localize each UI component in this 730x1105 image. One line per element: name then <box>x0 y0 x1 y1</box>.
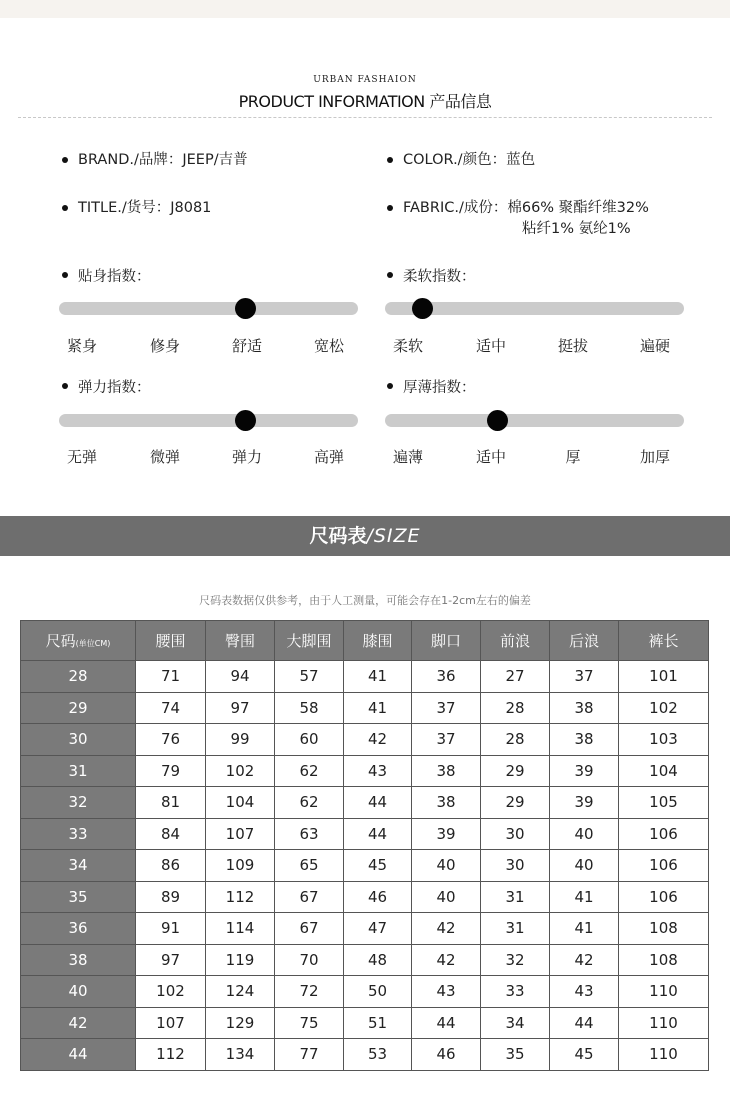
tick-label: 柔软 <box>392 337 423 355</box>
table-cell: 108 <box>619 913 709 945</box>
table-row <box>21 692 709 724</box>
table-cell: 104 <box>206 787 275 819</box>
tick-label: 弹力 <box>231 448 262 466</box>
table-cell: 75 <box>275 1007 344 1039</box>
size-cell: 44 <box>21 1039 136 1071</box>
size-cell: 31 <box>21 755 136 787</box>
table-cell: 38 <box>412 787 481 819</box>
table-header-size <box>21 621 136 661</box>
size-cell: 34 <box>21 850 136 882</box>
table-row <box>21 787 709 819</box>
table-cell: 94 <box>206 661 275 693</box>
table-row <box>21 976 709 1008</box>
table-cell: 30 <box>481 818 550 850</box>
table-cell: 74 <box>136 692 206 724</box>
table-cell: 109 <box>206 850 275 882</box>
table-cell: 35 <box>481 1039 550 1071</box>
table-cell: 42 <box>412 913 481 945</box>
size-cell: 30 <box>21 724 136 756</box>
table-cell: 42 <box>550 944 619 976</box>
table-cell: 41 <box>344 661 412 693</box>
table-cell: 37 <box>550 661 619 693</box>
table-header-cell: 后浪 <box>550 621 619 661</box>
table-row <box>21 1039 709 1071</box>
table-cell: 84 <box>136 818 206 850</box>
size-table-body <box>21 661 709 1071</box>
table-cell: 41 <box>344 692 412 724</box>
section-title: PRODUCT INFORMATION 产品信息 <box>238 92 492 111</box>
table-cell: 112 <box>206 881 275 913</box>
table-cell: 33 <box>481 976 550 1008</box>
tick-label: 微弹 <box>149 448 180 466</box>
bullet-icon <box>62 205 68 211</box>
table-cell: 124 <box>206 976 275 1008</box>
table-header-cell: 腰围 <box>136 621 206 661</box>
table-row <box>21 913 709 945</box>
table-cell: 30 <box>481 850 550 882</box>
table-cell: 48 <box>344 944 412 976</box>
table-cell: 60 <box>275 724 344 756</box>
table-cell: 112 <box>136 1039 206 1071</box>
table-cell: 65 <box>275 850 344 882</box>
table-cell: 107 <box>136 1007 206 1039</box>
bullet-icon <box>62 272 68 278</box>
table-cell: 62 <box>275 755 344 787</box>
table-cell: 67 <box>275 913 344 945</box>
table-cell: 106 <box>619 818 709 850</box>
thickness-index-title <box>403 376 476 397</box>
table-cell: 44 <box>412 1007 481 1039</box>
size-cell: 36 <box>21 913 136 945</box>
table-cell: 44 <box>344 818 412 850</box>
elasticity-index-track <box>59 414 358 427</box>
table-cell: 107 <box>206 818 275 850</box>
table-row <box>21 944 709 976</box>
table-cell: 97 <box>206 692 275 724</box>
table-cell: 103 <box>619 724 709 756</box>
table-cell: 38 <box>550 724 619 756</box>
table-cell: 97 <box>136 944 206 976</box>
info-color-text: COLOR./颜色：蓝色 <box>403 152 536 168</box>
table-header-cell: 臀围 <box>206 621 275 661</box>
fit-index-track <box>59 302 358 315</box>
tick-label: 修身 <box>149 337 180 355</box>
elasticity-index-title <box>78 376 151 397</box>
elasticity-index-label: 弹力指数： <box>78 380 151 396</box>
table-cell: 106 <box>619 881 709 913</box>
bullet-icon <box>387 157 393 163</box>
tick-label: 舒适 <box>231 337 262 355</box>
info-fabric-text-2: 粘纤1% 氨纶1% <box>522 221 631 237</box>
tick-label: 遍薄 <box>392 448 423 466</box>
table-cell: 110 <box>619 1007 709 1039</box>
size-chart-banner-en: /SIZE <box>366 525 421 547</box>
table-cell: 41 <box>550 913 619 945</box>
bullet-icon <box>387 383 393 389</box>
table-row <box>21 850 709 882</box>
table-cell: 29 <box>481 755 550 787</box>
table-cell: 40 <box>412 850 481 882</box>
table-cell: 34 <box>481 1007 550 1039</box>
table-cell: 81 <box>136 787 206 819</box>
size-chart-banner <box>0 516 730 556</box>
table-cell: 79 <box>136 755 206 787</box>
bullet-icon <box>62 383 68 389</box>
table-cell: 110 <box>619 1039 709 1071</box>
table-cell: 47 <box>344 913 412 945</box>
table-cell: 53 <box>344 1039 412 1071</box>
table-cell: 29 <box>481 787 550 819</box>
tick-label: 高弹 <box>313 448 344 466</box>
brand-tag: URBAN FASHAION <box>313 75 417 85</box>
top-strip <box>0 0 730 18</box>
size-cell: 29 <box>21 692 136 724</box>
table-cell: 38 <box>412 755 481 787</box>
size-cell: 32 <box>21 787 136 819</box>
size-header-label: 尺码 <box>45 632 76 650</box>
table-cell: 43 <box>550 976 619 1008</box>
bullet-icon <box>387 272 393 278</box>
tick-label: 宽松 <box>313 337 344 355</box>
table-header-cell: 膝围 <box>344 621 412 661</box>
size-cell: 38 <box>21 944 136 976</box>
tick-label: 挺拔 <box>557 337 588 355</box>
fit-index-title <box>78 265 151 286</box>
size-chart-banner-cn: 尺码表 <box>309 525 367 547</box>
info-title <box>78 198 211 219</box>
softness-index-track <box>385 302 684 315</box>
table-cell: 119 <box>206 944 275 976</box>
info-brand-text: BRAND./品牌：JEEP/吉普 <box>78 152 248 168</box>
table-cell: 42 <box>412 944 481 976</box>
bullet-icon <box>62 157 68 163</box>
table-cell: 76 <box>136 724 206 756</box>
thickness-index-knob <box>487 410 508 431</box>
table-cell: 27 <box>481 661 550 693</box>
info-color <box>403 150 535 171</box>
table-cell: 129 <box>206 1007 275 1039</box>
table-cell: 101 <box>619 661 709 693</box>
tick-label: 紧身 <box>66 337 97 355</box>
table-cell: 46 <box>344 881 412 913</box>
table-header-cell: 大脚围 <box>275 621 344 661</box>
table-cell: 45 <box>344 850 412 882</box>
table-header-cell: 裤长 <box>619 621 709 661</box>
table-cell: 44 <box>344 787 412 819</box>
info-fabric-text: FABRIC./成份：棉66% 聚酯纤维32% <box>403 200 649 216</box>
table-cell: 102 <box>136 976 206 1008</box>
elasticity-index-knob <box>235 410 256 431</box>
size-cell: 33 <box>21 818 136 850</box>
table-cell: 41 <box>550 881 619 913</box>
table-cell: 43 <box>412 976 481 1008</box>
table-cell: 39 <box>412 818 481 850</box>
info-fabric <box>403 198 649 240</box>
tick-label: 加厚 <box>639 448 670 466</box>
softness-index-title <box>403 265 476 286</box>
table-row <box>21 881 709 913</box>
table-cell: 102 <box>619 692 709 724</box>
table-cell: 106 <box>619 850 709 882</box>
table-cell: 102 <box>206 755 275 787</box>
info-title-text: TITLE./货号：J8081 <box>78 200 212 216</box>
table-cell: 105 <box>619 787 709 819</box>
table-cell: 42 <box>344 724 412 756</box>
thickness-index-track <box>385 414 684 427</box>
table-cell: 67 <box>275 881 344 913</box>
table-cell: 36 <box>412 661 481 693</box>
info-brand <box>78 150 248 171</box>
tick-label: 适中 <box>475 337 506 355</box>
table-cell: 40 <box>550 850 619 882</box>
softness-index-knob <box>412 298 433 319</box>
table-cell: 91 <box>136 913 206 945</box>
size-cell: 42 <box>21 1007 136 1039</box>
table-cell: 39 <box>550 787 619 819</box>
size-table <box>20 620 709 1071</box>
table-header-cell: 脚口 <box>412 621 481 661</box>
table-cell: 77 <box>275 1039 344 1071</box>
tick-label: 厚 <box>565 448 581 466</box>
table-cell: 43 <box>344 755 412 787</box>
table-header-cell: 前浪 <box>481 621 550 661</box>
table-cell: 38 <box>550 692 619 724</box>
table-cell: 44 <box>550 1007 619 1039</box>
table-row <box>21 755 709 787</box>
size-header-unit: (单位CM) <box>75 639 111 648</box>
table-row <box>21 818 709 850</box>
size-chart-note: 尺码表数据仅供参考，由于人工测量，可能会存在1-2cm左右的偏差 <box>199 594 531 607</box>
table-cell: 50 <box>344 976 412 1008</box>
table-cell: 45 <box>550 1039 619 1071</box>
tick-label: 遍硬 <box>639 337 670 355</box>
tick-label: 无弹 <box>66 448 97 466</box>
table-cell: 28 <box>481 724 550 756</box>
table-cell: 37 <box>412 724 481 756</box>
table-cell: 89 <box>136 881 206 913</box>
table-cell: 37 <box>412 692 481 724</box>
size-cell: 35 <box>21 881 136 913</box>
divider <box>18 117 712 118</box>
tick-label: 适中 <box>475 448 506 466</box>
table-cell: 51 <box>344 1007 412 1039</box>
table-cell: 46 <box>412 1039 481 1071</box>
table-cell: 62 <box>275 787 344 819</box>
table-cell: 114 <box>206 913 275 945</box>
table-cell: 134 <box>206 1039 275 1071</box>
thickness-index-label: 厚薄指数： <box>403 380 476 396</box>
table-cell: 99 <box>206 724 275 756</box>
fit-index-knob <box>235 298 256 319</box>
table-cell: 28 <box>481 692 550 724</box>
table-cell: 104 <box>619 755 709 787</box>
table-cell: 40 <box>550 818 619 850</box>
table-cell: 57 <box>275 661 344 693</box>
bullet-icon <box>387 205 393 211</box>
table-cell: 110 <box>619 976 709 1008</box>
table-cell: 32 <box>481 944 550 976</box>
size-cell: 28 <box>21 661 136 693</box>
table-cell: 71 <box>136 661 206 693</box>
softness-index-label: 柔软指数： <box>403 269 476 285</box>
table-header-row <box>21 621 709 661</box>
table-cell: 70 <box>275 944 344 976</box>
table-cell: 31 <box>481 913 550 945</box>
table-cell: 58 <box>275 692 344 724</box>
table-cell: 31 <box>481 881 550 913</box>
table-cell: 39 <box>550 755 619 787</box>
fit-index-label: 贴身指数： <box>78 269 151 285</box>
table-row <box>21 724 709 756</box>
table-cell: 72 <box>275 976 344 1008</box>
table-row <box>21 661 709 693</box>
table-row <box>21 1007 709 1039</box>
table-cell: 40 <box>412 881 481 913</box>
table-cell: 63 <box>275 818 344 850</box>
size-cell: 40 <box>21 976 136 1008</box>
table-cell: 108 <box>619 944 709 976</box>
table-cell: 86 <box>136 850 206 882</box>
